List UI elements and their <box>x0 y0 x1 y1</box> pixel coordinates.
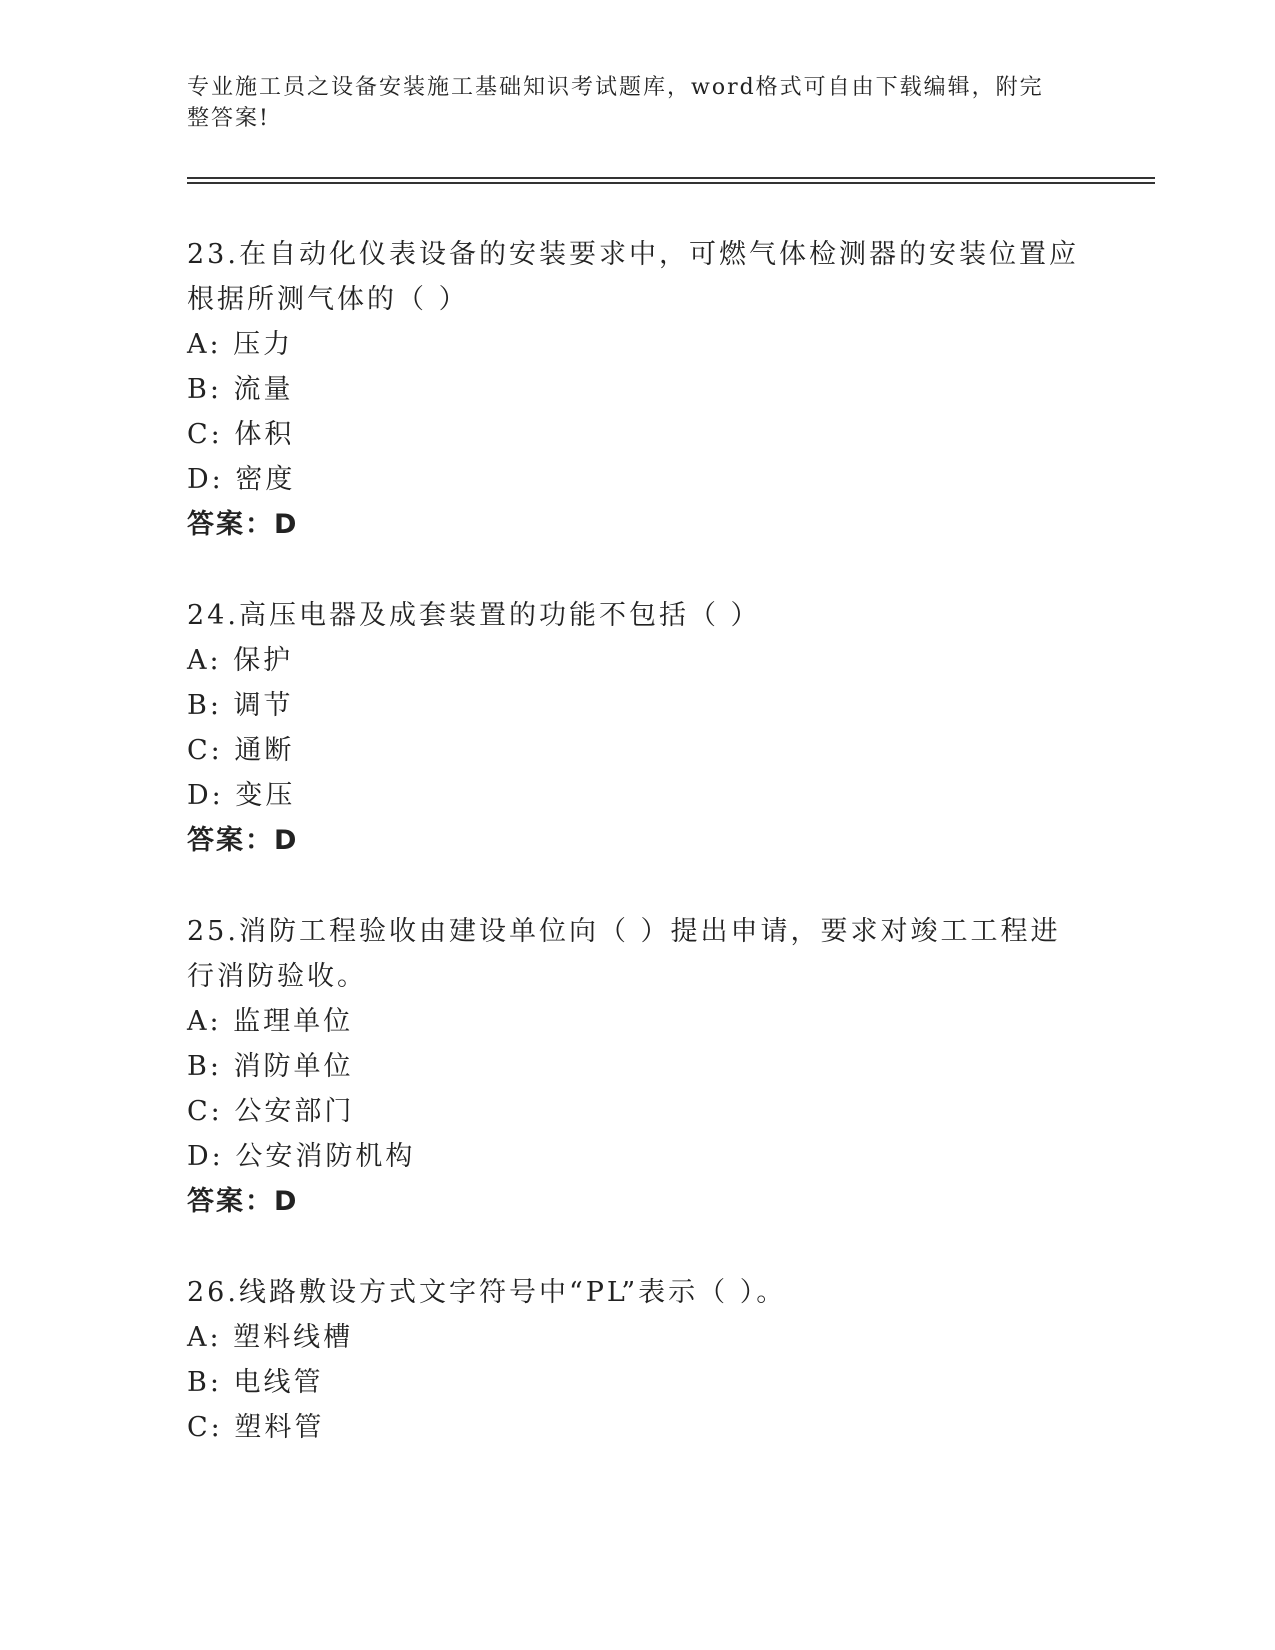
option-b: B: 电线管 <box>187 1367 324 1398</box>
question-spacer <box>187 863 1087 909</box>
header-rule-top <box>187 177 1155 179</box>
document-header: 专业施工员之设备安装施工基础知识考试题库，word格式可自由下载编辑，附完整答案! <box>187 75 1044 131</box>
option-a: A: 保护 <box>187 645 294 676</box>
question-stem: 24.高压电器及成套装置的功能不包括（ ） <box>187 600 761 631</box>
option-b: B: 消防单位 <box>187 1051 354 1082</box>
question-stem: 23.在自动化仪表设备的安装要求中，可燃气体检测器的安装位置应根据所测气体的（ ） <box>187 239 1079 315</box>
question-spacer <box>187 1224 1087 1270</box>
answer: 答案：D <box>187 825 299 856</box>
option-a: A: 压力 <box>187 329 294 360</box>
answer: 答案：D <box>187 509 299 540</box>
option-b: B: 流量 <box>187 374 294 405</box>
question-24 <box>187 593 1087 863</box>
question-23 <box>187 232 1087 547</box>
question-spacer <box>187 547 1087 593</box>
question-26 <box>187 1270 1087 1450</box>
answer: 答案：D <box>187 1186 299 1217</box>
header-rule-bottom <box>187 182 1155 184</box>
option-b: B: 调节 <box>187 690 294 721</box>
question-list <box>187 232 1087 1450</box>
question-stem: 25.消防工程验收由建设单位向（ ）提出申请，要求对竣工工程进行消防验收。 <box>187 916 1061 992</box>
option-c: C: 公安部门 <box>187 1096 355 1127</box>
option-c: C: 塑料管 <box>187 1412 325 1443</box>
option-a: A: 塑料线槽 <box>187 1322 354 1353</box>
option-c: C: 体积 <box>187 419 295 450</box>
question-stem: 26.线路敷设方式文字符号中“PL”表示（ ）。 <box>187 1277 787 1308</box>
option-d: D: 密度 <box>187 464 296 495</box>
question-25 <box>187 909 1087 1224</box>
option-d: D: 变压 <box>187 780 296 811</box>
option-d: D: 公安消防机构 <box>187 1141 416 1172</box>
option-a: A: 监理单位 <box>187 1006 354 1037</box>
option-c: C: 通断 <box>187 735 295 766</box>
